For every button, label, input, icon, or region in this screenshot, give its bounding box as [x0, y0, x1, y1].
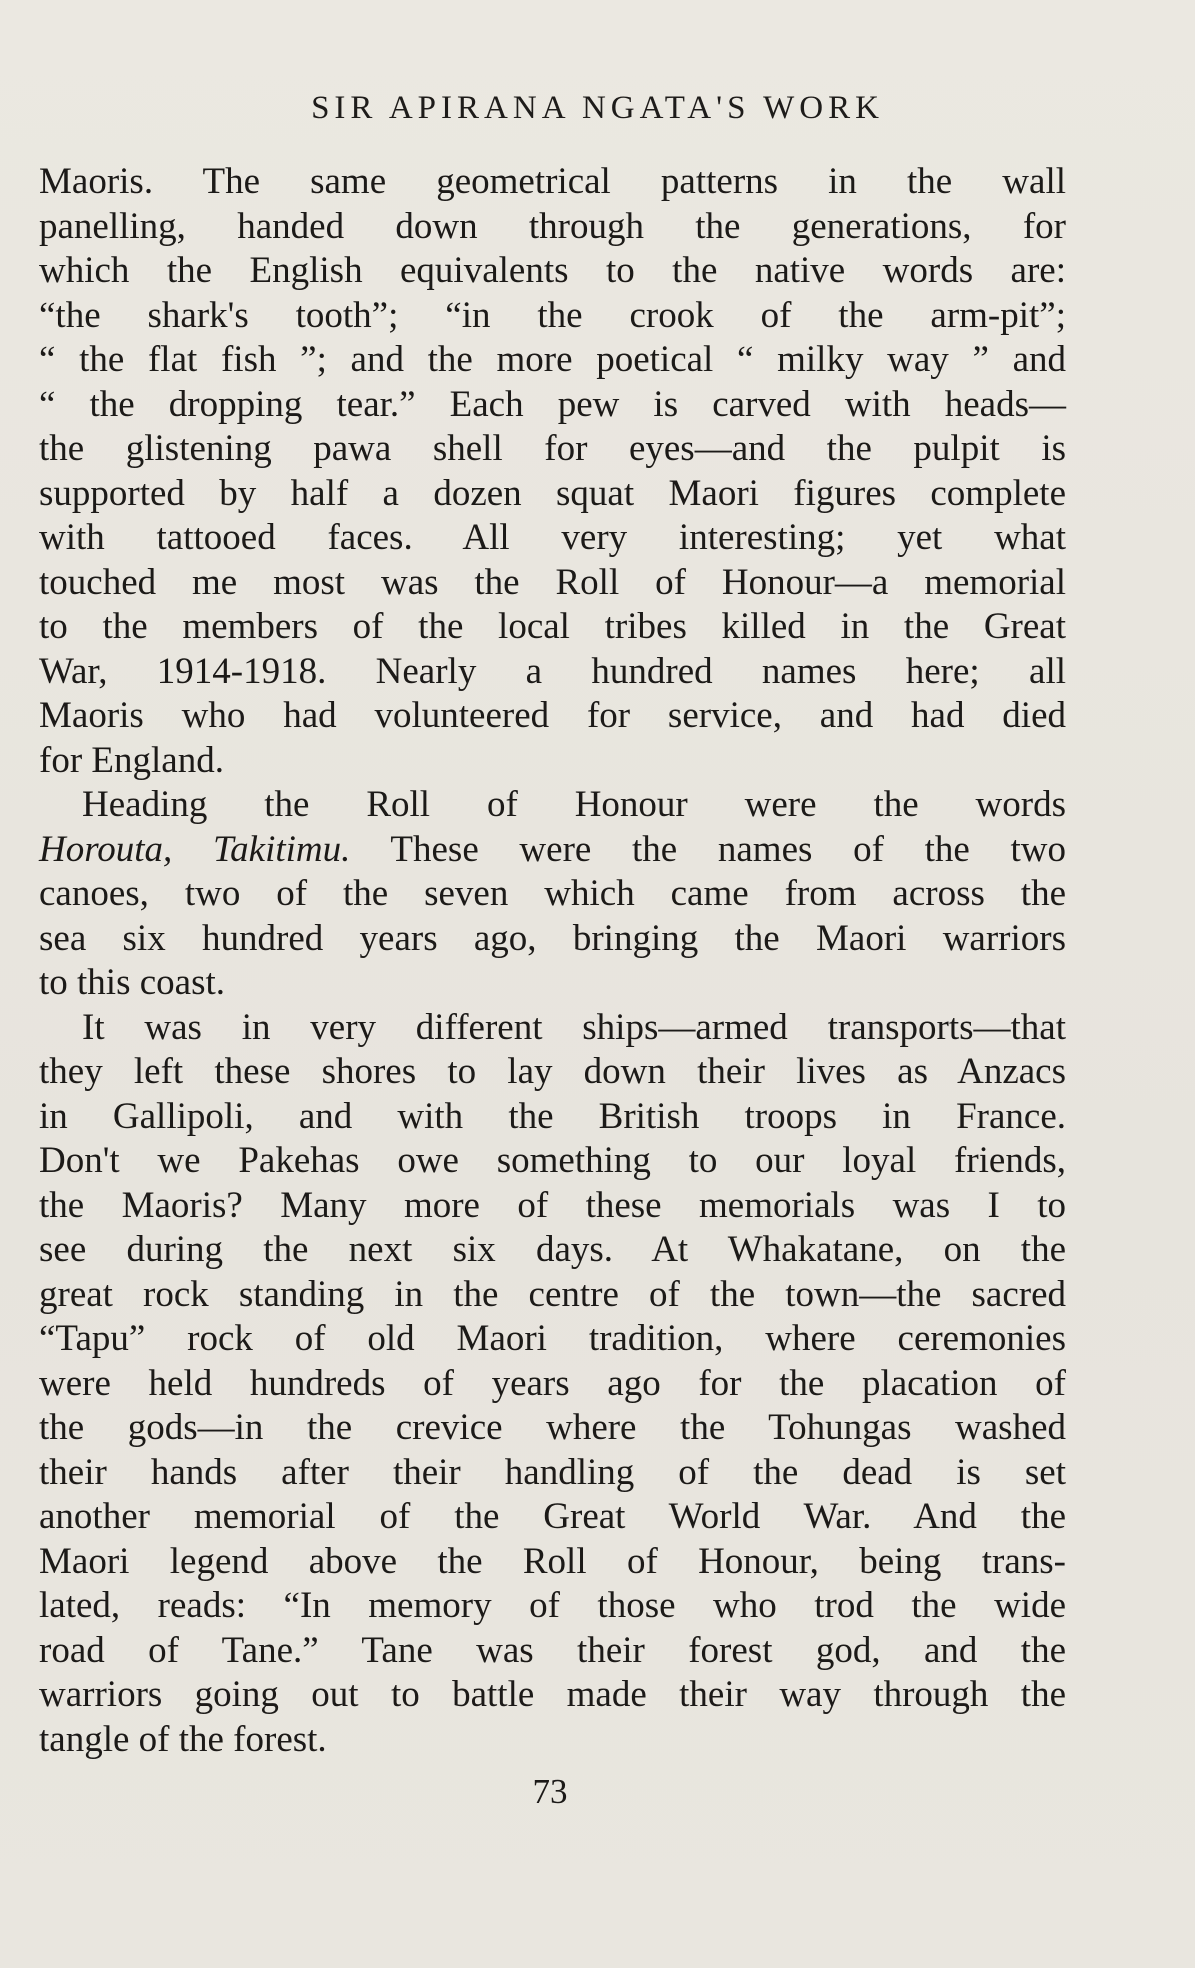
- paragraph-3: [39, 1006, 1066, 1763]
- text-line: for England.: [39, 739, 224, 781]
- text-line: they left these shores to lay down their lives as Anzacs: [39, 1051, 1066, 1092]
- text-line: with tattooed faces. All very interesting; yet what: [39, 517, 1066, 558]
- text-line: “the shark's tooth”; “in the crook of the arm-pit”;: [39, 294, 1066, 336]
- text-line: Don't we Pakehas owe something to our loyal friends,: [39, 1140, 1066, 1181]
- text-line: in Gallipoli, and with the British troops in France.: [39, 1095, 1066, 1137]
- text-line: supported by half a dozen squat Maori figures complete: [39, 472, 1066, 514]
- paragraph-2: [39, 783, 1066, 1006]
- paragraph-1: [39, 160, 1066, 783]
- text-line: It was in very different ships—armed transports—that: [82, 1006, 1066, 1048]
- body-text: [39, 160, 1066, 1762]
- text-line: War, 1914-1918. Nearly a hundred names here; all: [39, 650, 1066, 692]
- text-line-rest: These were the names of the two: [350, 828, 1066, 870]
- page-number: 73: [532, 1772, 568, 1811]
- text-line: to the members of the local tribes killed in the Great: [39, 606, 1066, 647]
- text-line: their hands after their handling of the dead is set: [39, 1451, 1066, 1493]
- text-line: Maori legend above the Roll of Honour, being trans-: [39, 1540, 1066, 1582]
- text-line: the gods—in the crevice where the Tohungas washed: [39, 1407, 1066, 1448]
- text-line: panelling, handed down through the generations, for: [39, 205, 1066, 247]
- text-line: the glistening pawa shell for eyes—and the pulpit is: [39, 428, 1066, 469]
- text-line: great rock standing in the centre of the town—the sacred: [39, 1273, 1066, 1315]
- text-line: tangle of the forest.: [39, 1718, 327, 1760]
- text-line: warriors going out to battle made their way through the: [39, 1674, 1066, 1715]
- text-line: “Tapu” rock of old Maori tradition, where ceremonies: [39, 1318, 1066, 1359]
- text-line: “ the dropping tear.” Each pew is carved with heads—: [39, 383, 1066, 425]
- text-line: Maoris. The same geometrical patterns in the wall: [39, 161, 1066, 202]
- text-line: the Maoris? Many more of these memorials was I to: [39, 1184, 1066, 1226]
- text-line: Heading the Roll of Honour were the words: [82, 784, 1066, 825]
- text-line: Maoris who had volunteered for service, and had died: [39, 695, 1066, 736]
- text-line: sea six hundred years ago, bringing the Maori warriors: [39, 917, 1066, 959]
- text-line: touched me most was the Roll of Honour—a memorial: [39, 561, 1066, 603]
- text-line: to this coast.: [39, 962, 226, 1003]
- text-line: see during the next six days. At Whakatane, on the: [39, 1229, 1066, 1270]
- text-line: were held hundreds of years ago for the placation of: [39, 1362, 1066, 1404]
- text-line: canoes, two of the seven which came from across the: [39, 873, 1066, 914]
- text-line: road of Tane.” Tane was their forest god, and the: [39, 1629, 1066, 1671]
- text-line: lated, reads: “In memory of those who trod the wide: [39, 1585, 1066, 1626]
- running-head: SIR APIRANA NGATA'S WORK: [311, 90, 884, 126]
- text-line-with-italics: [39, 828, 1066, 873]
- text-line: another memorial of the Great World War. And the: [39, 1496, 1066, 1537]
- text-line: which the English equivalents to the native words are:: [39, 250, 1066, 291]
- text-line: “ the flat fish ”; and the more poetical “ milky way ” and: [39, 339, 1066, 380]
- italic-canoe-names: Horouta, Takitimu.: [39, 828, 351, 870]
